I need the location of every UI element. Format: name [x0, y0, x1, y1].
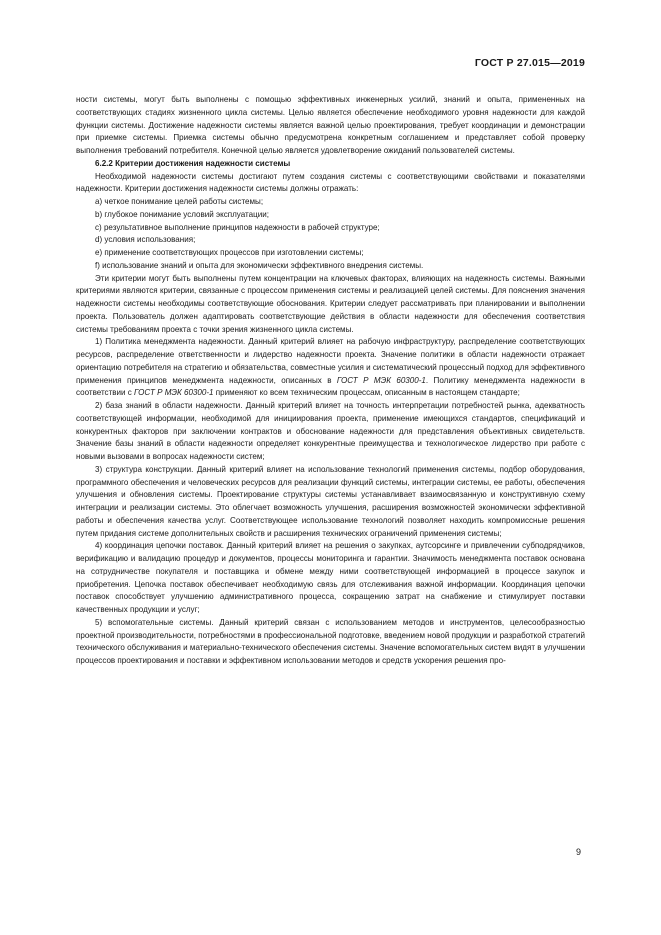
list-item: [76, 260, 585, 273]
document-code: ГОСТ Р 27.015—2019: [474, 57, 585, 69]
list-item: [76, 209, 585, 222]
section-title: Критерии достижения надежности системы: [115, 158, 291, 168]
criteria-list: [76, 196, 585, 273]
text-run: применяют ко всем техническим процессам, описанным в настоящем стандарте;: [213, 388, 520, 398]
list-marker: f): [95, 260, 100, 270]
list-marker: c): [95, 222, 102, 232]
list-item: [76, 196, 585, 209]
standard-reference: ГОСТ Р МЭК 60300-1: [336, 375, 426, 385]
paragraph-after-list: Эти критерии могут быть выполнены путем концентрации на ключевых факторах, влияющих на надежность системы. Важными критериями являются критерии, связанные с процессом применения системы и реализацией целей системы. Для пояснения значения надежности системы необходимы соответствующие обоснования. Критерии следует рассматривать при планировании и выполнении проекта. Пользователь должен адаптировать соответствующие действия в области надежности для обеспечения соответствия системы требованиям проекта с точки зрения жизненного цикла системы.: [76, 273, 585, 334]
numbered-paragraph-4: 4) координация цепочки поставок. Данный критерий влияет на решения о закупках, аутсорсинге и привлечении субподрядчиков, верификацию и валидацию процедур и документов, процессы мониторинга и гарантии. Значимость менеджмента поставок основана на сотрудничестве покупателя и поставщика и обмене между ними соответствующей информацией в процессе закупок и приобретения. Цепочка поставок обеспечивает необходимую связь для отслеживания важной информации. Координация цепочки поставок способствует улучшению административного процесса, сокращению затрат на снабжение и стимулирует поставки качественных продукции и услуг;: [76, 541, 585, 614]
text-run: . Политику менеджмента надежности в соответствии с: [76, 375, 585, 398]
text-run: 1) Политика менеджмента надежности. Данный критерий влияет на рабочую инфраструктуру, распределение соответствующих ресурсов, распределение ответственности и лидерство надежности проекта. Значение политики в области надежности отражает ориентацию потребителя на стратегию и обязательства, совместные усилия и систематический процессный подход для эффективного применения принципов менеджмента надежности, описанных в: [76, 337, 585, 385]
numbered-paragraph-3: 3) структура конструкции. Данный критерий влияет на использование технологий применения системы, подбор оборудования, программного обеспечения и человеческих ресурсов для реализации функций системы, интеграции системы, ее работы, обеспечения улучшения и обновления системы. Проектирование структуры системы устанавливает взаимосвязанную и конструктивную схему интеграции и реализации системы. Это облегчает возможность улучшения, расширения возможностей экономически эффективной работы и обеспечения качества услуг. Соответствующее использование технологий позволяет находить компромиссные решения путем придания системе дополнительных свойств и расширения технических ограничений применения системы;: [76, 464, 585, 538]
list-marker: e): [95, 248, 103, 257]
list-text: условия использования;: [104, 235, 196, 245]
numbered-paragraph-5: 5) вспомогательные системы. Данный критерий связан с использованием методов и инструментов, целесообразностью проектной производительности, потребностями в профессиональной подготовке, введением новой продукции и разработкой стратегий технического обслуживания и материально-технического обеспечения системы. Значение вспомогательных систем видят в улучшении процессов проектирования и поставки и эффективном использовании методов и средств ускорения решения про-: [76, 617, 585, 665]
list-text: применение соответствующих процессов при изготовлении системы;: [104, 248, 364, 257]
list-text: использование знаний и опыта для экономически эффективного внедрения системы.: [102, 260, 424, 270]
list-text: результативное выполнение принципов надежности в рабочей структуре;: [103, 222, 380, 232]
page-number: 9: [575, 847, 581, 857]
list-text: глубокое понимание условий эксплуатации;: [104, 209, 269, 219]
list-marker: d): [95, 235, 103, 245]
standard-reference: ГОСТ Р МЭК 60300-1: [134, 388, 214, 398]
paragraph-intro: Необходимой надежности системы достигают путем создания системы с соответствующими свойствами и показателями надежности. Критерии достижения надежности системы должны отражать:: [76, 171, 585, 194]
list-item: [76, 247, 585, 260]
paragraph-continuation: ности системы, могут быть выполнены с помощью эффективных инженерных усилий, знаний и опыта, примененных на соответствующих стадиях жизненного цикла системы. Целью является обеспечение необходимого уровня надежности для каждой функции системы. Достижение надежности системы является важной целью проектирования, требует координации и демонстрации при приемке системы. Приемка системы обычно предусмотрена конкретным соглашением и представляет собой проверку выполнения требований потребителя. Конечной целью является удовлетворение ожиданий пользователей системы.: [76, 95, 585, 155]
list-item: [76, 234, 585, 247]
list-marker: a): [95, 197, 103, 206]
list-text: четкое понимание целей работы системы;: [104, 197, 264, 206]
list-item: [76, 222, 585, 235]
numbered-paragraph-2: 2) база знаний в области надежности. Данный критерий влияет на точность интерпретации потребностей рынка, адекватность соответствующей информации, необходимой для инициирования проекта, применение имеющихся стандартов, спецификаций и конкурентных факторов при заключении контрактов и обоснование надежности для представления объективных свидетельств. Значение базы знаний в области надежности определяет конкурентные преимущества и технологическое лидерство при работе с новыми вызовами в вопросах надежности систем;: [76, 401, 585, 461]
section-number: 6.2.2: [95, 158, 113, 168]
section-heading: [76, 158, 585, 171]
list-marker: b): [95, 209, 103, 219]
numbered-paragraph-1: [76, 336, 585, 400]
document-body: [76, 94, 585, 668]
